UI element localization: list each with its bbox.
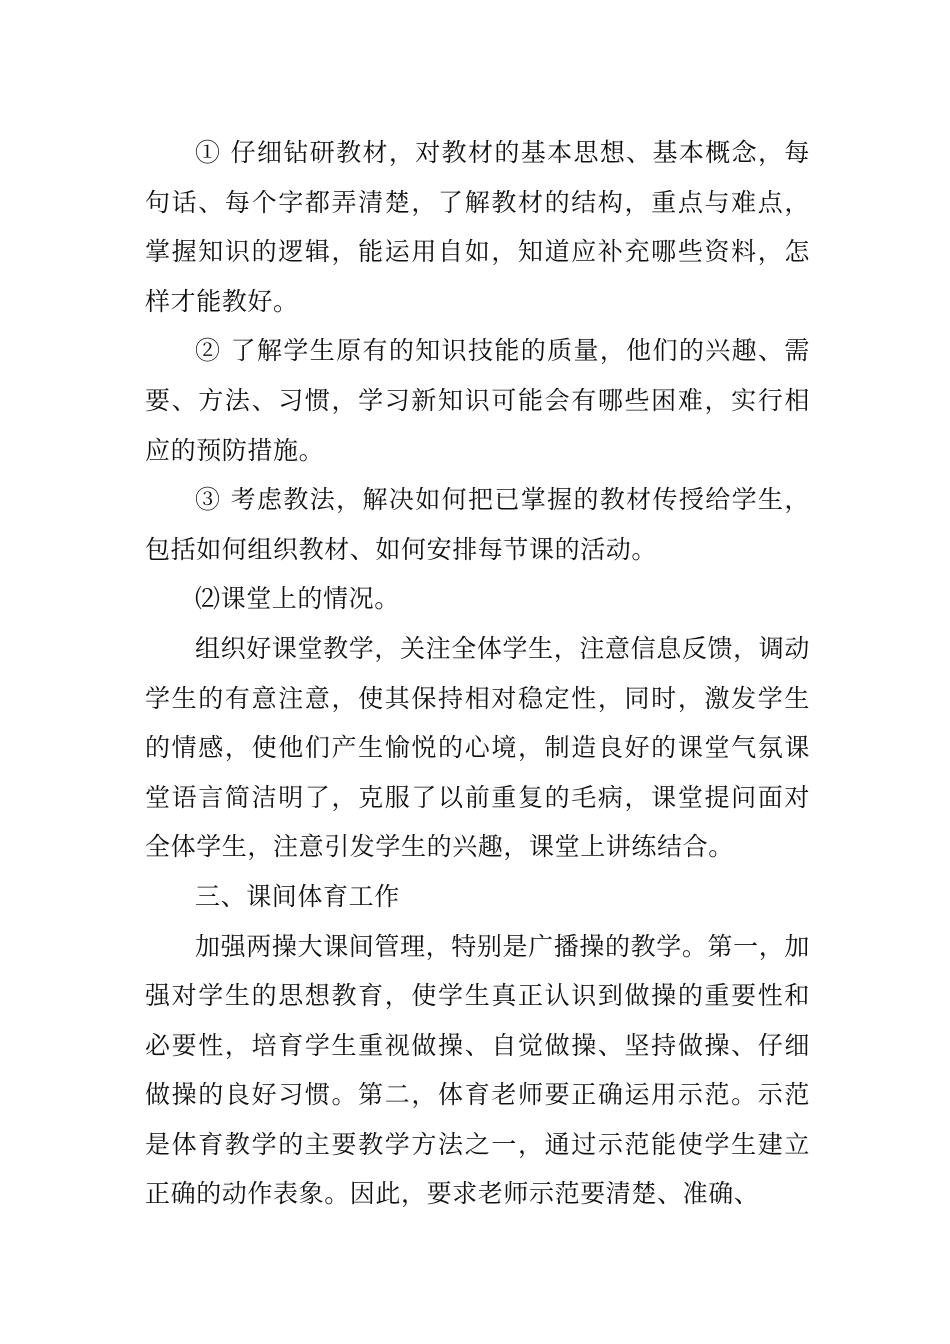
section-heading-pe-work: 三、课间体育工作 (195, 881, 400, 911)
paragraph-classroom-teaching: 组织好课堂教学，关注全体学生，注意信息反馈，调动学生的有意注意，使其保持相对稳定性，同时，激发学生的情感，使他们产生愉悦的心境，制造良好的课堂气氛课堂语言简洁明了，克服了以前重复的毛病，课堂提问面对全体学生，注意引发学生的兴趣，课堂上讲练结合。 (145, 633, 810, 862)
paragraph-prepare-textbook: ① 仔细钻研教材，对教材的基本思想、基本概念，每句话、每个字都弄清楚，了解教材的结构，重点与难点，掌握知识的逻辑，能运用自如，知道应补充哪些资料，怎样才能教好。 (145, 138, 810, 316)
document-page (145, 128, 810, 1219)
subheading-classroom-situation: ⑵课堂上的情况。 (195, 584, 400, 614)
paragraph-exercise-management: 加强两操大课间管理，特别是广播操的教学。第一，加强对学生的思想教育，使学生真正认识到做操的重要性和必要性，培育学生重视做操、自觉做操、坚持做操、仔细做操的良好习惯。第二，体育老师要正确运用示范。示范是体育教学的主要教学方法之一，通过示范能使学生建立正确的动作表象。因此，要求老师示范要清楚、准确、 (145, 931, 810, 1209)
paragraph-understand-students: ② 了解学生原有的知识技能的质量，他们的兴趣、需要、方法、习惯，学习新知识可能会有哪些困难，实行相应的预防措施。 (145, 336, 810, 465)
paragraph-teaching-methods: ③ 考虑教法，解决如何把已掌握的教材传授给学生，包括如何组织教材、如何安排每节课的活动。 (145, 485, 810, 564)
